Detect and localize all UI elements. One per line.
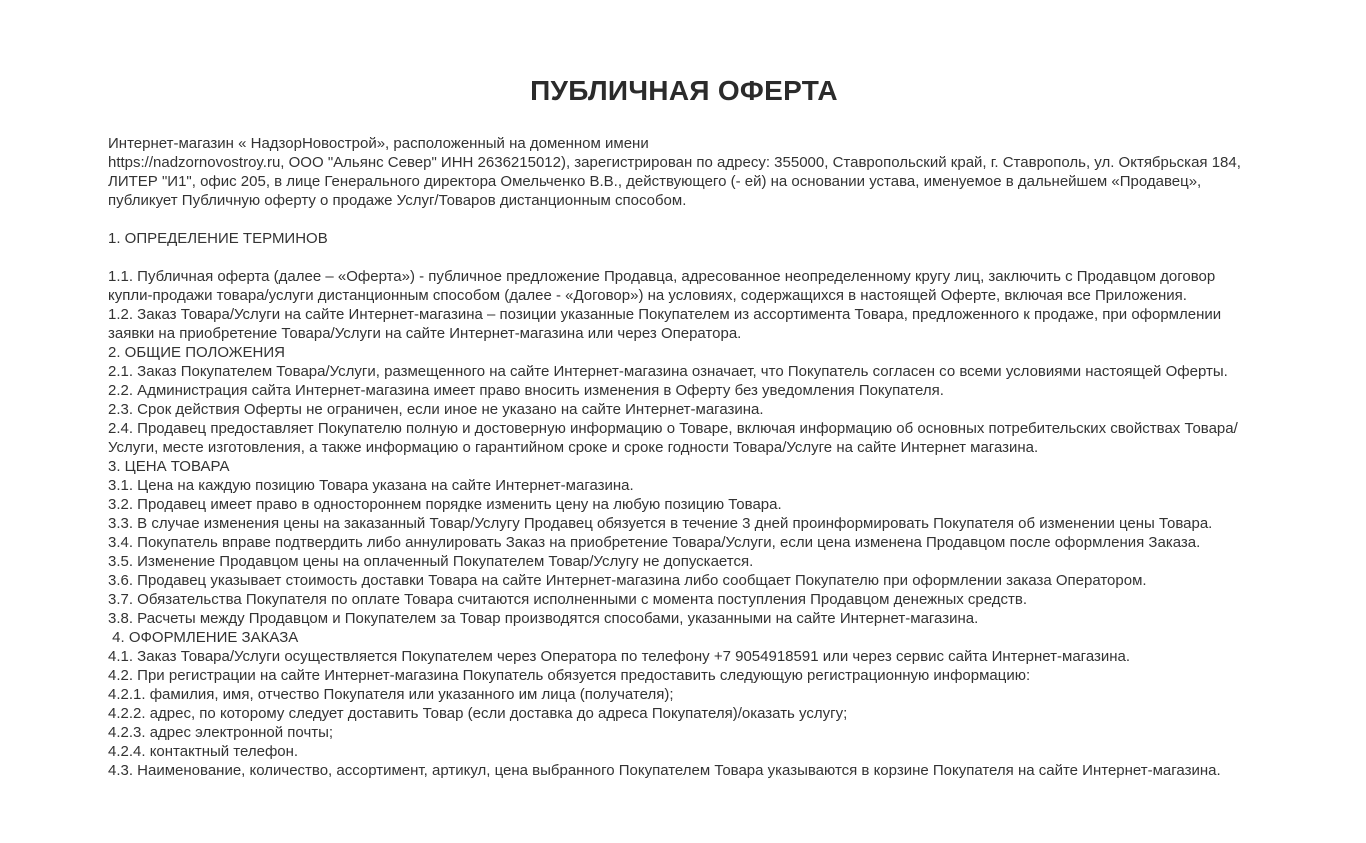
clause-2-4: 2.4. Продавец предоставляет Покупателю полную и достоверную информацию о Товаре, включая информацию об основных потребительских свойствах Товара/Услуги, месте изготовления, а также информацию о гарантийном сроке и сроке годности Товара/Услуге на сайте Интернет магазина.: [108, 420, 1238, 456]
section-1-heading: 1. ОПРЕДЕЛЕНИЕ ТЕРМИНОВ: [108, 230, 328, 247]
clause-3-7: 3.7. Обязательства Покупателя по оплате Товара считаются исполненными с момента поступления Продавцом денежных средств.: [108, 591, 1028, 608]
page-title: ПУБЛИЧНАЯ ОФЕРТА: [530, 75, 838, 106]
offer-document: [108, 75, 1260, 780]
clause-4-2-1: 4.2.1. фамилия, имя, отчество Покупателя или указанного им лица (получателя);: [108, 686, 674, 703]
intro-paragraph: [108, 134, 1260, 210]
intro-line1: Интернет-магазин « НадзорНовострой», расположенный на доменном имени: [108, 135, 649, 152]
clause-4-2-3: 4.2.3. адрес электронной почты;: [108, 724, 334, 741]
clause-1-2: 1.2. Заказ Товара/Услуги на сайте Интернет-магазина – позиции указанные Покупателем из ассортимента Товара, предложенного к продаже, при оформлении заявки на приобретение Товара/Услуги на сайте Интернет-магазина или через Оператора.: [108, 306, 1222, 342]
clause-2-2: 2.2. Администрация сайта Интернет-магазина имеет право вносить изменения в Оферту без уведомления Покупателя.: [108, 382, 944, 399]
intro-rest: https://nadzornovostroy.ru, ООО "Альянс Север" ИНН 2636215012), зарегистрирован по адресу: 355000, Ставропольский край, г. Ставрополь, ул. Октябрьская 184, ЛИТЕР "И1", офис 205, в лице Генерального директора Омельченко В.В., действующего (- ей) на основании устава, именуемое в дальнейшем «Продавец», публикует Публичную оферту о продаже Услуг/Товаров дистанционным способом.: [108, 154, 1241, 209]
section-4-heading: 4. ОФОРМЛЕНИЕ ЗАКАЗА: [108, 629, 299, 646]
section-2-heading: 2. ОБЩИЕ ПОЛОЖЕНИЯ: [108, 344, 285, 361]
clause-4-2: 4.2. При регистрации на сайте Интернет-магазина Покупатель обязуется предоставить следующую регистрационную информацию:: [108, 667, 1031, 684]
clause-3-6: 3.6. Продавец указывает стоимость доставки Товара на сайте Интернет-магазина либо сообщает Покупателю при оформлении заказа Оператором.: [108, 572, 1147, 589]
clause-3-4: 3.4. Покупатель вправе подтвердить либо аннулировать Заказ на приобретение Товара/Услуги, если цена изменена Продавцом после оформления Заказа.: [108, 534, 1201, 551]
clause-2-1: 2.1. Заказ Покупателем Товара/Услуги, размещенного на сайте Интернет-магазина означает, что Покупатель согласен со всеми условиями настоящей Оферты.: [108, 363, 1228, 380]
clause-3-8: 3.8. Расчеты между Продавцом и Покупателем за Товар производятся способами, указанными на сайте Интернет-магазина.: [108, 610, 979, 627]
clause-4-2-2: 4.2.2. адрес, по которому следует доставить Товар (если доставка до адреса Покупателя)/оказать услугу;: [108, 705, 848, 722]
section-3-heading: 3. ЦЕНА ТОВАРА: [108, 458, 230, 475]
clause-4-3: 4.3. Наименование, количество, ассортимент, артикул, цена выбранного Покупателем Товара указываются в корзине Покупателя на сайте Интернет-магазина.: [108, 762, 1221, 779]
clause-2-3: 2.3. Срок действия Оферты не ограничен, если иное не указано на сайте Интернет-магазина.: [108, 401, 764, 418]
clause-3-1: 3.1. Цена на каждую позицию Товара указана на сайте Интернет-магазина.: [108, 477, 634, 494]
clause-3-3: 3.3. В случае изменения цены на заказанный Товар/Услугу Продавец обязуется в течение 3 дней проинформировать Покупателя об изменении цены Товара.: [108, 515, 1213, 532]
clause-4-2-4: 4.2.4. контактный телефон.: [108, 743, 299, 760]
clause-4-1: 4.1. Заказ Товара/Услуги осуществляется Покупателем через Оператора по телефону +7 9054918591 или через сервис сайта Интернет-магазина.: [108, 648, 1131, 665]
clause-3-2: 3.2. Продавец имеет право в одностороннем порядке изменить цену на любую позицию Товара.: [108, 496, 782, 513]
clause-3-5: 3.5. Изменение Продавцом цены на оплаченный Покупателем Товар/Услугу не допускается.: [108, 553, 754, 570]
clause-1-1: 1.1. Публичная оферта (далее – «Оферта») - публичное предложение Продавца, адресованное неопределенному кругу лиц, заключить с Продавцом договор купли-продажи товара/услуги дистанционным способом (далее - «Договор») на условиях, содержащихся в настоящей Оферте, включая все Приложения.: [108, 268, 1216, 304]
